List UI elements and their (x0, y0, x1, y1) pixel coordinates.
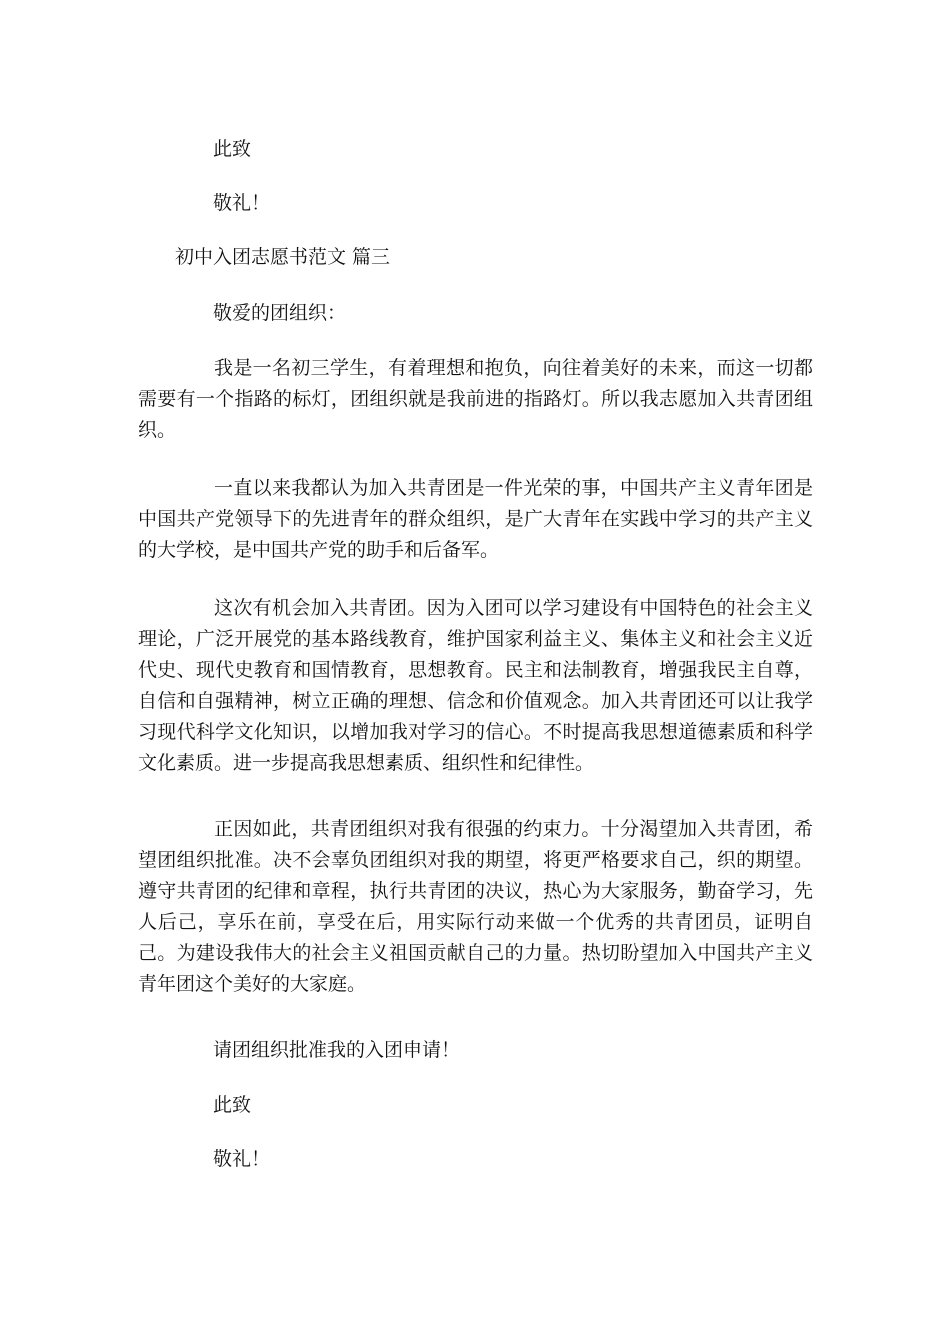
paragraph-2: 一直以来我都认为加入共青团是一件光荣的事，中国共产主义青年团是中国共产党领导下的先进青年的群众组织，是广大青年在实践中学习的共产主义的大学校，是中国共产党的助手和后备军。 (138, 477, 813, 561)
greeting-line: 敬爱的团组织： (213, 302, 347, 324)
request-line: 请团组织批准我的入团申请！ (213, 1039, 461, 1061)
salutation-line: 敬礼！ (213, 192, 271, 214)
salutation-line-2: 敬礼！ (213, 1148, 271, 1170)
paragraph-4: 正因如此，共青团组织对我有很强的约束力。十分渴望加入共青团，希望团组织批准。决不会辜负团组织对我的期望，将更严格要求自己，织的期望。遵守共青团的纪律和章程，执行共青团的决议，热心为大家服务，勤奋学习，先人后己，享乐在前，享受在后，用实际行动来做一个优秀的共青团员，证明自己。为建设我伟大的社会主义祖国贡献自己的力量。热切盼望加入中国共产主义青年团这个美好的大家庭。 (138, 818, 813, 995)
closing-line: 此致 (213, 138, 252, 160)
closing-line-2: 此致 (213, 1094, 252, 1116)
paragraph-1: 我是一名初三学生，有着理想和抱负，向往着美好的未来，而这一切都需要有一个指路的标灯，团组织就是我前进的指路灯。所以我志愿加入共青团组织。 (138, 357, 813, 441)
section-title: 初中入团志愿书范文 篇三 (175, 246, 391, 268)
paragraph-3: 这次有机会加入共青团。因为入团可以学习建设有中国特色的社会主义理论，广泛开展党的基本路线教育，维护国家利益主义、集体主义和社会主义近代史、现代史教育和国情教育，思想教育。民主和法制教育，增强我民主自尊，自信和自强精神，树立正确的理想、信念和价值观念。加入共青团还可以让我学习现代科学文化知识，以增加我对学习的信心。不时提高我思想道德素质和科学文化素质。进一步提高我思想素质、组织性和纪律性。 (138, 597, 813, 774)
